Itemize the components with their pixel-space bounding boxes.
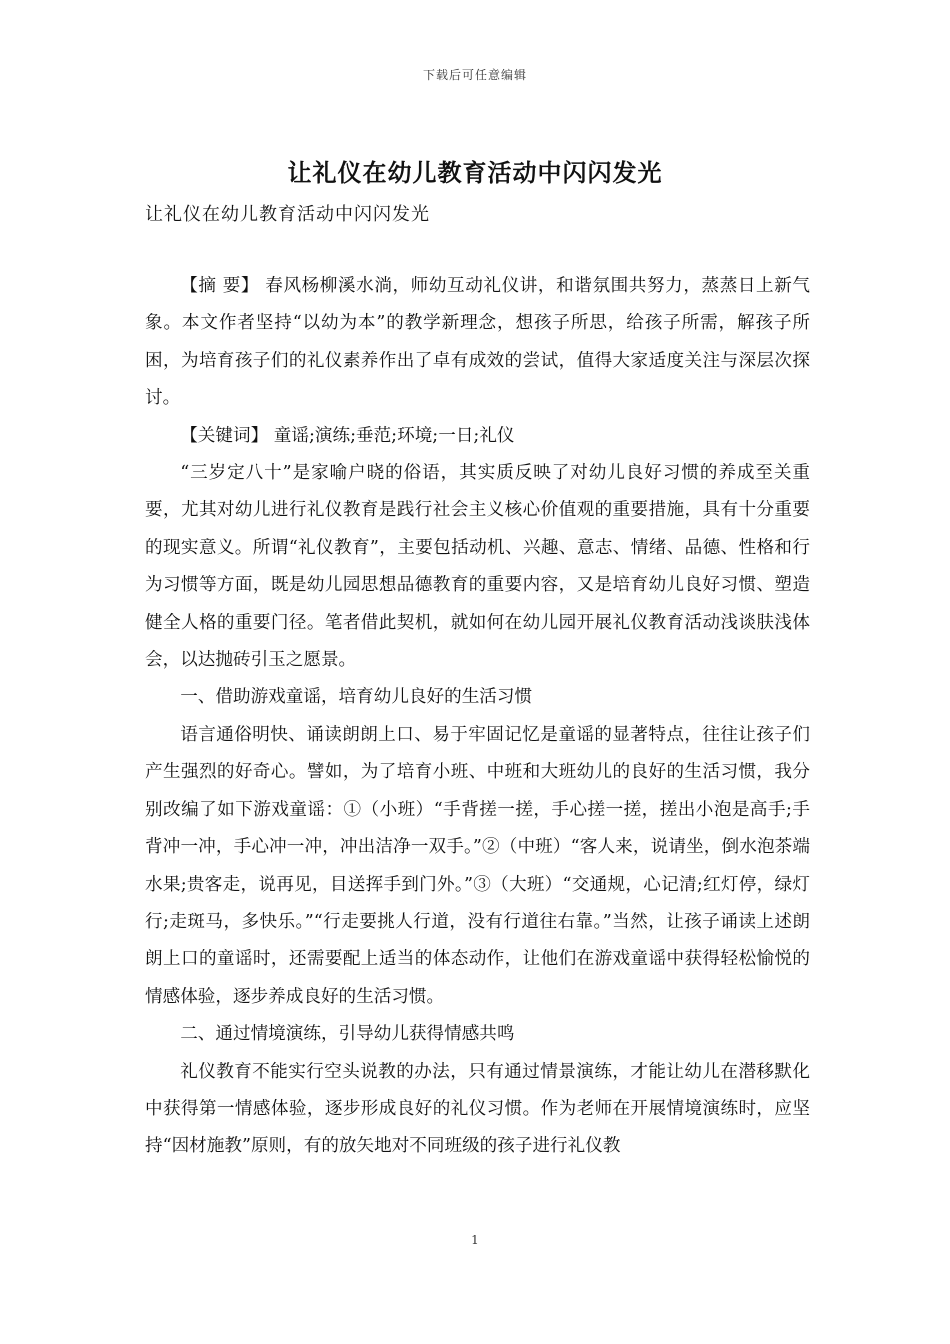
section-1-paragraph: 语言通俗明快、诵读朗朗上口、易于牢固记忆是童谣的显著特点，往往让孩子们产生强烈的好奇心。譬如，为了培育小班、中班和大班幼儿的良好的生活习惯，我分别改编了如下游戏童谣：①（小班）“手背搓一搓，手心搓一搓，搓出小泡是高手;手背冲一冲，手心冲一冲，冲出洁净一双手。”②（中班）“客人来，说请坐，倒水泡茶端水果;贵客走，说再见，目送挥手到门外。”③（大班）“交通规，心记清;红灯停，绿灯行;走斑马，多快乐。”“行走要挑人行道，没有行道往右靠。”当然，让孩子诵读上述朗朗上口的童谣时，还需要配上适当的体态动作，让他们在游戏童谣中获得轻松愉悦的情感体验，逐步养成良好的生活习惯。	[145, 724, 810, 1007]
section-2-paragraph: 礼仪教育不能实行空头说教的办法，只有通过情景演练，才能让幼儿在潜移默化中获得第一情感体验，逐步形成良好的礼仪习惯。作为老师在开展情境演练时，应坚持“因材施教”原则，有的放矢地对不同班级的孩子进行礼仪教	[145, 1061, 810, 1157]
document-title: 让礼仪在幼儿教育活动中闪闪发光	[287, 159, 663, 187]
keywords-text: 童谣;演练;垂范;环境;一日;礼仪	[273, 425, 515, 446]
section-heading-1: 一、借助游戏童谣，培育幼儿良好的生活习惯	[180, 687, 533, 708]
abstract-label: 【摘 要】	[180, 276, 260, 296]
page-number: 1	[471, 1233, 479, 1247]
abstract-paragraph	[145, 268, 810, 418]
keywords-label: 【关键词】	[180, 425, 269, 446]
keywords-paragraph	[145, 418, 810, 455]
document-subtitle: 让礼仪在幼儿教育活动中闪闪发光	[145, 204, 430, 225]
document-body	[145, 268, 810, 1166]
abstract-text: 春风杨柳溪水淌，师幼互动礼仪讲，和谐氛围共努力，蒸蒸日上新气象。本文作者坚持“以幼为本”的教学新理念，想孩子所思，给孩子所需，解孩子所困，为培育孩子们的礼仪素养作出了卓有成效的尝试，值得大家适度关注与深层次探讨。	[145, 276, 811, 409]
section-heading-2: 二、通过情境演练，引导幼儿获得情感共鸣	[180, 1024, 515, 1045]
intro-paragraph: “三岁定八十”是家喻户晓的俗语，其实质反映了对幼儿良好习惯的养成至关重要，尤其对幼儿进行礼仪教育是践行社会主义核心价值观的重要措施，具有十分重要的现实意义。所谓“礼仪教育”，主要包括动机、兴趣、意志、情绪、品德、性格和行为习惯等方面，既是幼儿园思想品德教育的重要内容，又是培育幼儿良好习惯、塑造健全人格的重要门径。笔者借此契机，就如何在幼儿园开展礼仪教育活动浅谈肤浅体会，以达抛砖引玉之愿景。	[145, 463, 810, 671]
page-header: 下载后可任意编辑	[422, 68, 527, 82]
